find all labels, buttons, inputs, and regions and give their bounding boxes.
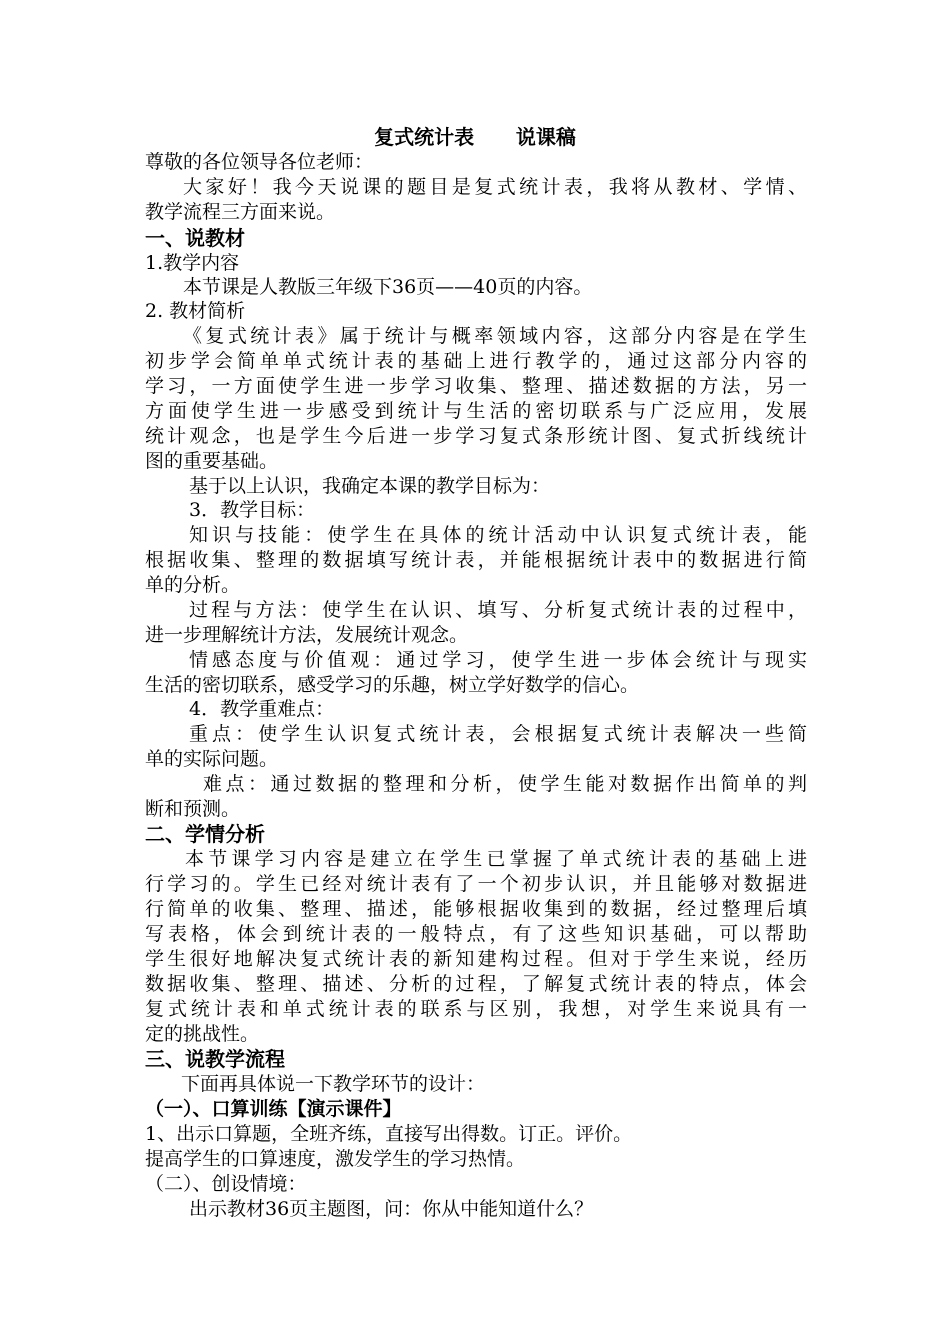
paragraph-line: 情感态度与价值观：通过学习，使学生进一步体会统计与现实 <box>189 649 807 671</box>
paragraph-line: 行学习的。学生已经对统计表有了一个初步认识，并且能够对数据进 <box>145 873 807 895</box>
paragraph-line: 基于以上认识，我确定本课的教学目标为： <box>189 475 551 497</box>
paragraph-line: 知识与技能：使学生在具体的统计活动中认识复式统计表，能 <box>189 524 807 546</box>
paragraph-line: 数据收集、整理、描述、分析的过程，了解复式统计表的特点，体会 <box>145 973 807 995</box>
paragraph-line: 出示教材36页主题图，问：你从中能知道什么？ <box>189 1198 594 1220</box>
subheading: 4．教学重难点： <box>189 698 335 720</box>
paragraph-line: 本节课是人教版三年级下36页——40页的内容。 <box>183 276 593 298</box>
paragraph-line: 《复式统计表》属于统计与概率领域内容，这部分内容是在学生 <box>183 325 807 347</box>
paragraph-line: 定的挑战性。 <box>145 1023 260 1045</box>
step-heading-mental-math: （一）、口算训练【演示课件】 <box>145 1098 402 1120</box>
paragraph-line: 1、出示口算题，全班齐练，直接写出得数。订正。评价。 <box>145 1123 633 1145</box>
paragraph-line: 重点：使学生认识复式统计表，会根据复式统计表解决一些简 <box>189 723 807 745</box>
section-heading-process: 三、说教学流程 <box>145 1047 285 1071</box>
paragraph-line: 断和预测。 <box>145 798 241 820</box>
paragraph-line: 学生很好地解决复式统计表的新知建构过程。但对于学生来说，经历 <box>145 948 807 970</box>
paragraph-line: 写表格，体会到统计表的一般特点，有了这些知识基础，可以帮助 <box>145 923 807 945</box>
section-heading-students: 二、学情分析 <box>145 822 265 846</box>
paragraph-line: 复式统计表和单式统计表的联系与区别，我想，对学生来说具有一 <box>145 998 807 1020</box>
section-heading-textbook: 一、说教材 <box>145 226 245 250</box>
paragraph-line: 方面使学生进一步感受到统计与生活的密切联系与广泛应用，发展 <box>145 400 807 422</box>
step-heading-scenario: （二）、创设情境： <box>145 1173 307 1195</box>
paragraph-line: 单的实际问题。 <box>145 748 279 770</box>
paragraph-line: 下面再具体说一下教学环节的设计： <box>181 1073 486 1095</box>
paragraph-line: 生活的密切联系，感受学习的乐趣，树立学好数学的信心。 <box>145 674 640 696</box>
paragraph-line: 进一步理解统计方法，发展统计观念。 <box>145 624 469 646</box>
paragraph-line: 难点：通过数据的整理和分析，使学生能对数据作出简单的判 <box>203 773 807 795</box>
salutation: 尊敬的各位领导各位老师： <box>145 151 374 173</box>
paragraph-line: 图的重要基础。 <box>145 450 279 472</box>
subheading: 3．教学目标： <box>189 499 316 521</box>
paragraph-line: 根据收集、整理的数据填写统计表，并能根据统计表中的数据进行简 <box>145 549 807 571</box>
paragraph-line: 初步学会简单单式统计表的基础上进行教学的，通过这部分内容的 <box>145 350 807 372</box>
paragraph-line: 学习，一方面使学生进一步学习收集、整理、描述数据的方法，另一 <box>145 375 807 397</box>
paragraph-line: 教学流程三方面来说。 <box>145 201 336 223</box>
document-title: 复式统计表 说课稿 <box>374 125 576 149</box>
paragraph-line: 提高学生的口算速度，激发学生的学习热情。 <box>145 1148 526 1170</box>
paragraph-line: 单的分析。 <box>145 574 241 596</box>
subheading: 2. 教材简析 <box>145 300 246 322</box>
paragraph-line: 统计观念，也是学生今后进一步学习复式条形统计图、复式折线统计 <box>145 425 807 447</box>
paragraph-line: 大家好！我今天说课的题目是复式统计表，我将从教材、学情、 <box>183 176 807 198</box>
paragraph-line: 行简单的收集、整理、描述，能够根据收集到的数据，经过整理后填 <box>145 898 807 920</box>
paragraph-line: 本节课学习内容是建立在学生已掌握了单式统计表的基础上进 <box>185 848 807 870</box>
subheading: 1.教学内容 <box>145 252 240 274</box>
paragraph-line: 过程与方法：使学生在认识、填写、分析复式统计表的过程中， <box>189 599 807 621</box>
